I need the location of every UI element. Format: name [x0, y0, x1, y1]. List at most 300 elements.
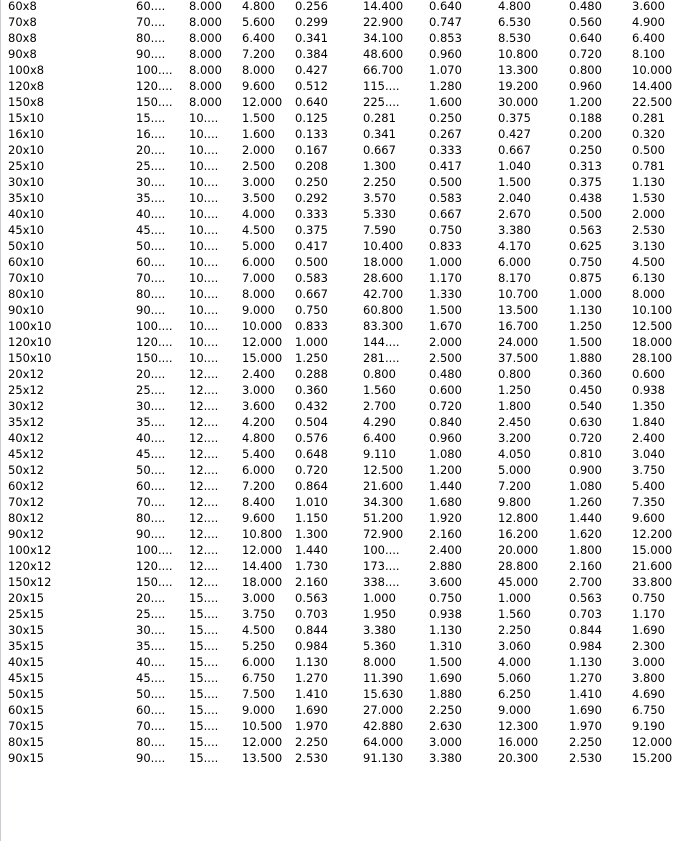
table-cell[interactable]: 12.... — [189, 463, 219, 477]
table-cell[interactable]: 144.... — [363, 335, 400, 349]
table-cell[interactable]: 0.417 — [295, 239, 328, 253]
table-cell[interactable]: 6.400 — [632, 31, 665, 45]
row-header-cell[interactable]: 120x12 — [8, 559, 52, 573]
table-cell[interactable]: 2.500 — [242, 159, 275, 173]
table-cell[interactable]: 1.170 — [429, 271, 462, 285]
table-row[interactable] — [1, 0, 682, 14]
table-cell[interactable]: 0.341 — [363, 127, 396, 141]
table-cell[interactable]: 10.... — [189, 207, 219, 221]
table-cell[interactable]: 28.100 — [632, 351, 673, 365]
table-cell[interactable]: 8.000 — [242, 63, 275, 77]
table-cell[interactable]: 1.560 — [363, 383, 396, 397]
table-cell[interactable]: 1.600 — [429, 95, 462, 109]
table-cell[interactable]: 1.970 — [569, 719, 602, 733]
table-cell[interactable]: 10.... — [189, 191, 219, 205]
table-cell[interactable]: 1.170 — [632, 607, 665, 621]
table-row[interactable] — [1, 606, 682, 622]
table-cell[interactable]: 12.000 — [242, 735, 283, 749]
row-header-cell[interactable]: 25x10 — [8, 159, 45, 173]
table-row[interactable] — [1, 110, 682, 126]
table-row[interactable] — [1, 414, 682, 430]
table-cell[interactable]: 10.800 — [498, 47, 539, 61]
table-cell[interactable]: 1.880 — [429, 687, 462, 701]
table-cell[interactable]: 15.... — [189, 703, 219, 717]
table-cell[interactable]: 0.720 — [429, 399, 462, 413]
table-cell[interactable]: 51.200 — [363, 511, 404, 525]
table-cell[interactable]: 1.010 — [295, 495, 328, 509]
table-cell[interactable]: 19.200 — [498, 79, 539, 93]
table-cell[interactable]: 0.800 — [498, 367, 531, 381]
table-cell[interactable]: 2.670 — [498, 207, 531, 221]
table-cell[interactable]: 1.310 — [429, 639, 462, 653]
row-header-cell[interactable]: 120x10 — [8, 335, 52, 349]
table-cell[interactable]: 10.... — [189, 351, 219, 365]
table-cell[interactable]: 9.000 — [242, 303, 275, 317]
table-cell[interactable]: 338.... — [363, 575, 400, 589]
table-cell[interactable]: 0.417 — [429, 159, 462, 173]
row-header-cell[interactable]: 90x15 — [8, 751, 45, 765]
table-row[interactable] — [1, 46, 682, 62]
table-cell[interactable]: 6.000 — [242, 255, 275, 269]
table-cell[interactable]: 91.130 — [363, 751, 404, 765]
table-cell[interactable]: 18.000 — [242, 575, 283, 589]
table-cell[interactable]: 7.000 — [242, 271, 275, 285]
table-cell[interactable]: 15.... — [189, 719, 219, 733]
row-header-cell[interactable]: 45x12 — [8, 447, 45, 461]
table-cell[interactable]: 1.150 — [295, 511, 328, 525]
table-cell[interactable]: 0.125 — [295, 111, 328, 125]
table-cell[interactable]: 281.... — [363, 351, 400, 365]
table-cell[interactable]: 1.440 — [429, 479, 462, 493]
table-cell[interactable]: 10.... — [189, 223, 219, 237]
table-cell[interactable]: 6.130 — [632, 271, 665, 285]
table-cell[interactable]: 10.100 — [632, 303, 673, 317]
table-cell[interactable]: 10.... — [189, 255, 219, 269]
table-cell[interactable]: 2.400 — [429, 543, 462, 557]
table-cell[interactable]: 40.... — [136, 431, 166, 445]
table-cell[interactable]: 0.600 — [429, 383, 462, 397]
table-cell[interactable]: 0.375 — [569, 175, 602, 189]
table-cell[interactable]: 0.630 — [569, 415, 602, 429]
table-cell[interactable]: 4.800 — [242, 431, 275, 445]
table-cell[interactable]: 14.400 — [363, 0, 404, 13]
table-cell[interactable]: 1.070 — [429, 63, 462, 77]
table-row[interactable] — [1, 398, 682, 414]
table-row[interactable] — [1, 254, 682, 270]
table-cell[interactable]: 0.576 — [295, 431, 328, 445]
table-cell[interactable]: 22.500 — [632, 95, 673, 109]
table-cell[interactable]: 34.300 — [363, 495, 404, 509]
table-cell[interactable]: 60.... — [136, 703, 166, 717]
table-cell[interactable]: 4.000 — [242, 207, 275, 221]
table-cell[interactable]: 1.000 — [363, 591, 396, 605]
table-cell[interactable]: 0.720 — [569, 431, 602, 445]
table-cell[interactable]: 8.000 — [189, 31, 222, 45]
table-cell[interactable]: 83.300 — [363, 319, 404, 333]
table-cell[interactable]: 3.380 — [363, 623, 396, 637]
table-cell[interactable]: 5.400 — [632, 479, 665, 493]
row-header-cell[interactable]: 80x12 — [8, 511, 45, 525]
table-cell[interactable]: 0.512 — [295, 79, 328, 93]
table-cell[interactable]: 0.750 — [429, 591, 462, 605]
table-cell[interactable]: 5.600 — [242, 15, 275, 29]
table-cell[interactable]: 2.500 — [429, 351, 462, 365]
table-cell[interactable]: 1.500 — [569, 335, 602, 349]
row-header-cell[interactable]: 45x15 — [8, 671, 45, 685]
table-cell[interactable]: 2.160 — [429, 527, 462, 541]
table-cell[interactable]: 1.500 — [242, 111, 275, 125]
row-header-cell[interactable]: 60x10 — [8, 255, 45, 269]
table-cell[interactable]: 90.... — [136, 47, 166, 61]
table-cell[interactable]: 11.390 — [363, 671, 404, 685]
table-cell[interactable]: 0.313 — [569, 159, 602, 173]
table-cell[interactable]: 15.000 — [242, 351, 283, 365]
table-cell[interactable]: 27.000 — [363, 703, 404, 717]
table-cell[interactable]: 3.000 — [632, 655, 665, 669]
table-cell[interactable]: 0.384 — [295, 47, 328, 61]
row-header-cell[interactable]: 35x10 — [8, 191, 45, 205]
table-cell[interactable]: 2.530 — [632, 223, 665, 237]
table-row[interactable] — [1, 686, 682, 702]
table-cell[interactable]: 10.... — [189, 287, 219, 301]
row-header-cell[interactable]: 30x12 — [8, 399, 45, 413]
table-cell[interactable]: 25.... — [136, 607, 166, 621]
table-cell[interactable]: 0.667 — [429, 207, 462, 221]
table-cell[interactable]: 100.... — [136, 543, 173, 557]
table-cell[interactable]: 100.... — [363, 543, 400, 557]
row-header-cell[interactable]: 45x10 — [8, 223, 45, 237]
row-header-cell[interactable]: 150x10 — [8, 351, 52, 365]
table-cell[interactable]: 6.750 — [242, 671, 275, 685]
table-cell[interactable]: 1.690 — [295, 703, 328, 717]
table-row[interactable] — [1, 590, 682, 606]
table-cell[interactable]: 2.160 — [569, 559, 602, 573]
row-header-cell[interactable]: 40x12 — [8, 431, 45, 445]
table-cell[interactable]: 0.960 — [429, 431, 462, 445]
table-row[interactable] — [1, 542, 682, 558]
table-cell[interactable]: 0.299 — [295, 15, 328, 29]
table-cell[interactable]: 1.300 — [295, 527, 328, 541]
table-cell[interactable]: 30.... — [136, 399, 166, 413]
table-cell[interactable]: 35.... — [136, 639, 166, 653]
table-cell[interactable]: 9.600 — [632, 511, 665, 525]
table-cell[interactable]: 2.700 — [363, 399, 396, 413]
table-cell[interactable]: 3.600 — [429, 575, 462, 589]
table-cell[interactable]: 0.450 — [569, 383, 602, 397]
table-cell[interactable]: 12.500 — [632, 319, 673, 333]
table-cell[interactable]: 0.583 — [295, 271, 328, 285]
table-cell[interactable]: 2.530 — [295, 751, 328, 765]
table-cell[interactable]: 6.750 — [632, 703, 665, 717]
table-cell[interactable]: 3.600 — [632, 0, 665, 13]
table-cell[interactable]: 12.... — [189, 543, 219, 557]
table-cell[interactable]: 15.... — [189, 687, 219, 701]
table-cell[interactable]: 3.000 — [242, 383, 275, 397]
table-cell[interactable]: 9.000 — [242, 703, 275, 717]
table-cell[interactable]: 12.... — [189, 511, 219, 525]
table-cell[interactable]: 70.... — [136, 271, 166, 285]
table-cell[interactable]: 1.880 — [569, 351, 602, 365]
table-cell[interactable]: 20.... — [136, 591, 166, 605]
table-cell[interactable]: 8.000 — [189, 79, 222, 93]
table-cell[interactable]: 8.000 — [189, 47, 222, 61]
table-cell[interactable]: 0.800 — [363, 367, 396, 381]
table-cell[interactable]: 1.410 — [569, 687, 602, 701]
row-header-cell[interactable]: 40x10 — [8, 207, 45, 221]
table-row[interactable] — [1, 62, 682, 78]
table-row[interactable] — [1, 190, 682, 206]
table-cell[interactable]: 8.000 — [242, 287, 275, 301]
table-cell[interactable]: 150.... — [136, 95, 173, 109]
row-header-cell[interactable]: 90x10 — [8, 303, 45, 317]
row-header-cell[interactable]: 150x12 — [8, 575, 52, 589]
table-cell[interactable]: 60.... — [136, 479, 166, 493]
table-cell[interactable]: 0.747 — [429, 15, 462, 29]
table-cell[interactable]: 30.... — [136, 623, 166, 637]
table-cell[interactable]: 0.281 — [363, 111, 396, 125]
table-cell[interactable]: 15.... — [189, 591, 219, 605]
table-cell[interactable]: 3.600 — [242, 399, 275, 413]
table-cell[interactable]: 2.400 — [632, 431, 665, 445]
table-row[interactable] — [1, 350, 682, 366]
row-header-cell[interactable]: 80x10 — [8, 287, 45, 301]
table-cell[interactable]: 24.000 — [498, 335, 539, 349]
table-cell[interactable]: 3.000 — [242, 175, 275, 189]
table-cell[interactable]: 12.... — [189, 367, 219, 381]
table-cell[interactable]: 9.190 — [632, 719, 665, 733]
table-row[interactable] — [1, 430, 682, 446]
row-header-cell[interactable]: 16x10 — [8, 127, 45, 141]
table-cell[interactable]: 10.000 — [242, 319, 283, 333]
table-cell[interactable]: 100.... — [136, 63, 173, 77]
table-cell[interactable]: 1.500 — [429, 303, 462, 317]
table-cell[interactable]: 1.080 — [569, 479, 602, 493]
table-cell[interactable]: 7.590 — [363, 223, 396, 237]
row-header-cell[interactable]: 70x10 — [8, 271, 45, 285]
table-cell[interactable]: 1.130 — [569, 655, 602, 669]
table-cell[interactable]: 0.640 — [569, 31, 602, 45]
table-cell[interactable]: 1.690 — [429, 671, 462, 685]
table-row[interactable] — [1, 366, 682, 382]
table-cell[interactable]: 0.133 — [295, 127, 328, 141]
table-row[interactable] — [1, 702, 682, 718]
table-cell[interactable]: 18.000 — [632, 335, 673, 349]
table-row[interactable] — [1, 478, 682, 494]
table-cell[interactable]: 1.080 — [429, 447, 462, 461]
table-cell[interactable]: 7.200 — [498, 479, 531, 493]
table-cell[interactable]: 1.260 — [569, 495, 602, 509]
row-header-cell[interactable]: 20x10 — [8, 143, 45, 157]
table-cell[interactable]: 15.... — [189, 607, 219, 621]
table-cell[interactable]: 0.375 — [295, 223, 328, 237]
row-header-cell[interactable]: 60x8 — [8, 0, 37, 13]
table-cell[interactable]: 0.840 — [429, 415, 462, 429]
table-cell[interactable]: 25.... — [136, 383, 166, 397]
table-cell[interactable]: 3.130 — [632, 239, 665, 253]
table-cell[interactable]: 0.720 — [569, 47, 602, 61]
table-cell[interactable]: 12.... — [189, 479, 219, 493]
table-cell[interactable]: 12.... — [189, 447, 219, 461]
table-cell[interactable]: 0.667 — [498, 143, 531, 157]
table-cell[interactable]: 12.... — [189, 431, 219, 445]
table-cell[interactable]: 3.800 — [632, 671, 665, 685]
table-cell[interactable]: 33.800 — [632, 575, 673, 589]
table-cell[interactable]: 1.440 — [569, 511, 602, 525]
table-cell[interactable]: 12.... — [189, 415, 219, 429]
table-cell[interactable]: 1.350 — [632, 399, 665, 413]
table-cell[interactable]: 10.... — [189, 239, 219, 253]
table-row[interactable] — [1, 718, 682, 734]
table-row[interactable] — [1, 286, 682, 302]
table-cell[interactable]: 4.900 — [632, 15, 665, 29]
table-cell[interactable]: 0.800 — [569, 63, 602, 77]
table-cell[interactable]: 80.... — [136, 31, 166, 45]
table-cell[interactable]: 8.000 — [189, 15, 222, 29]
table-cell[interactable]: 6.400 — [363, 431, 396, 445]
table-cell[interactable]: 0.504 — [295, 415, 328, 429]
table-cell[interactable]: 3.750 — [242, 607, 275, 621]
row-header-cell[interactable]: 20x15 — [8, 591, 45, 605]
table-cell[interactable]: 10.... — [189, 319, 219, 333]
table-cell[interactable]: 115.... — [363, 79, 400, 93]
table-cell[interactable]: 80.... — [136, 511, 166, 525]
table-cell[interactable]: 13.500 — [498, 303, 539, 317]
table-cell[interactable]: 20.000 — [498, 543, 539, 557]
table-cell[interactable]: 5.400 — [242, 447, 275, 461]
table-cell[interactable]: 1.690 — [632, 623, 665, 637]
table-cell[interactable]: 4.500 — [632, 255, 665, 269]
table-row[interactable] — [1, 558, 682, 574]
table-row[interactable] — [1, 222, 682, 238]
table-cell[interactable]: 4.800 — [242, 0, 275, 13]
table-cell[interactable]: 0.427 — [498, 127, 531, 141]
table-cell[interactable]: 0.167 — [295, 143, 328, 157]
table-row[interactable] — [1, 638, 682, 654]
table-cell[interactable]: 0.432 — [295, 399, 328, 413]
table-cell[interactable]: 10.000 — [632, 63, 673, 77]
table-cell[interactable]: 10.500 — [242, 719, 283, 733]
table-row[interactable] — [1, 670, 682, 686]
table-cell[interactable]: 4.290 — [363, 415, 396, 429]
table-cell[interactable]: 30.000 — [498, 95, 539, 109]
table-cell[interactable]: 6.000 — [242, 655, 275, 669]
table-cell[interactable]: 12.300 — [498, 719, 539, 733]
table-cell[interactable]: 70.... — [136, 15, 166, 29]
table-cell[interactable]: 10.... — [189, 159, 219, 173]
table-cell[interactable]: 6.000 — [242, 463, 275, 477]
table-cell[interactable]: 90.... — [136, 303, 166, 317]
table-cell[interactable]: 100.... — [136, 319, 173, 333]
table-cell[interactable]: 0.875 — [569, 271, 602, 285]
table-cell[interactable]: 70.... — [136, 495, 166, 509]
row-header-cell[interactable]: 90x8 — [8, 47, 37, 61]
table-cell[interactable]: 0.200 — [569, 127, 602, 141]
table-cell[interactable]: 7.200 — [242, 479, 275, 493]
table-cell[interactable]: 0.600 — [632, 367, 665, 381]
row-header-cell[interactable]: 80x15 — [8, 735, 45, 749]
table-cell[interactable]: 20.300 — [498, 751, 539, 765]
table-cell[interactable]: 6.530 — [498, 15, 531, 29]
table-cell[interactable]: 0.750 — [569, 255, 602, 269]
row-header-cell[interactable]: 70x15 — [8, 719, 45, 733]
table-cell[interactable]: 18.000 — [363, 255, 404, 269]
table-cell[interactable]: 0.292 — [295, 191, 328, 205]
table-cell[interactable]: 1.410 — [295, 687, 328, 701]
table-cell[interactable]: 10.... — [189, 271, 219, 285]
table-cell[interactable]: 0.750 — [295, 303, 328, 317]
table-row[interactable] — [1, 206, 682, 222]
table-cell[interactable]: 2.000 — [242, 143, 275, 157]
table-cell[interactable]: 0.540 — [569, 399, 602, 413]
table-cell[interactable]: 0.250 — [569, 143, 602, 157]
table-cell[interactable]: 9.110 — [363, 447, 396, 461]
row-header-cell[interactable]: 70x8 — [8, 15, 37, 29]
table-cell[interactable]: 12.200 — [632, 527, 673, 541]
table-cell[interactable]: 225.... — [363, 95, 400, 109]
table-cell[interactable]: 0.188 — [569, 111, 602, 125]
table-cell[interactable]: 12.800 — [498, 511, 539, 525]
table-cell[interactable]: 1.600 — [242, 127, 275, 141]
table-row[interactable] — [1, 494, 682, 510]
table-cell[interactable]: 16.000 — [498, 735, 539, 749]
table-cell[interactable]: 1.680 — [429, 495, 462, 509]
table-cell[interactable]: 1.130 — [429, 623, 462, 637]
table-row[interactable] — [1, 270, 682, 286]
table-cell[interactable]: 15.000 — [632, 543, 673, 557]
table-cell[interactable]: 45.... — [136, 223, 166, 237]
table-cell[interactable]: 12.... — [189, 527, 219, 541]
table-cell[interactable]: 80.... — [136, 287, 166, 301]
table-cell[interactable]: 0.288 — [295, 367, 328, 381]
table-cell[interactable]: 10.... — [189, 303, 219, 317]
table-cell[interactable]: 2.250 — [363, 175, 396, 189]
table-row[interactable] — [1, 30, 682, 46]
table-cell[interactable]: 1.040 — [498, 159, 531, 173]
table-cell[interactable]: 3.200 — [498, 431, 531, 445]
table-cell[interactable]: 60.800 — [363, 303, 404, 317]
table-row[interactable] — [1, 126, 682, 142]
table-cell[interactable]: 21.600 — [632, 559, 673, 573]
table-cell[interactable]: 70.... — [136, 719, 166, 733]
table-cell[interactable]: 0.281 — [632, 111, 665, 125]
table-cell[interactable]: 12.500 — [363, 463, 404, 477]
table-cell[interactable]: 14.400 — [632, 79, 673, 93]
table-cell[interactable]: 40.... — [136, 655, 166, 669]
table-cell[interactable]: 10.... — [189, 175, 219, 189]
table-cell[interactable]: 3.570 — [363, 191, 396, 205]
table-cell[interactable]: 12.... — [189, 399, 219, 413]
row-header-cell[interactable]: 20x12 — [8, 367, 45, 381]
table-cell[interactable]: 20.... — [136, 367, 166, 381]
row-header-cell[interactable]: 50x12 — [8, 463, 45, 477]
table-cell[interactable]: 0.250 — [295, 175, 328, 189]
table-cell[interactable]: 2.450 — [498, 415, 531, 429]
table-cell[interactable]: 0.900 — [569, 463, 602, 477]
row-header-cell[interactable]: 100x8 — [8, 63, 45, 77]
table-cell[interactable]: 4.000 — [498, 655, 531, 669]
table-cell[interactable]: 120.... — [136, 335, 173, 349]
table-row[interactable] — [1, 526, 682, 542]
table-cell[interactable]: 0.333 — [295, 207, 328, 221]
table-cell[interactable]: 1.330 — [429, 287, 462, 301]
row-header-cell[interactable]: 70x12 — [8, 495, 45, 509]
row-header-cell[interactable]: 15x10 — [8, 111, 45, 125]
table-cell[interactable]: 0.500 — [429, 175, 462, 189]
row-header-cell[interactable]: 30x10 — [8, 175, 45, 189]
table-cell[interactable]: 0.500 — [569, 207, 602, 221]
table-cell[interactable]: 0.640 — [429, 0, 462, 13]
table-row[interactable] — [1, 334, 682, 350]
